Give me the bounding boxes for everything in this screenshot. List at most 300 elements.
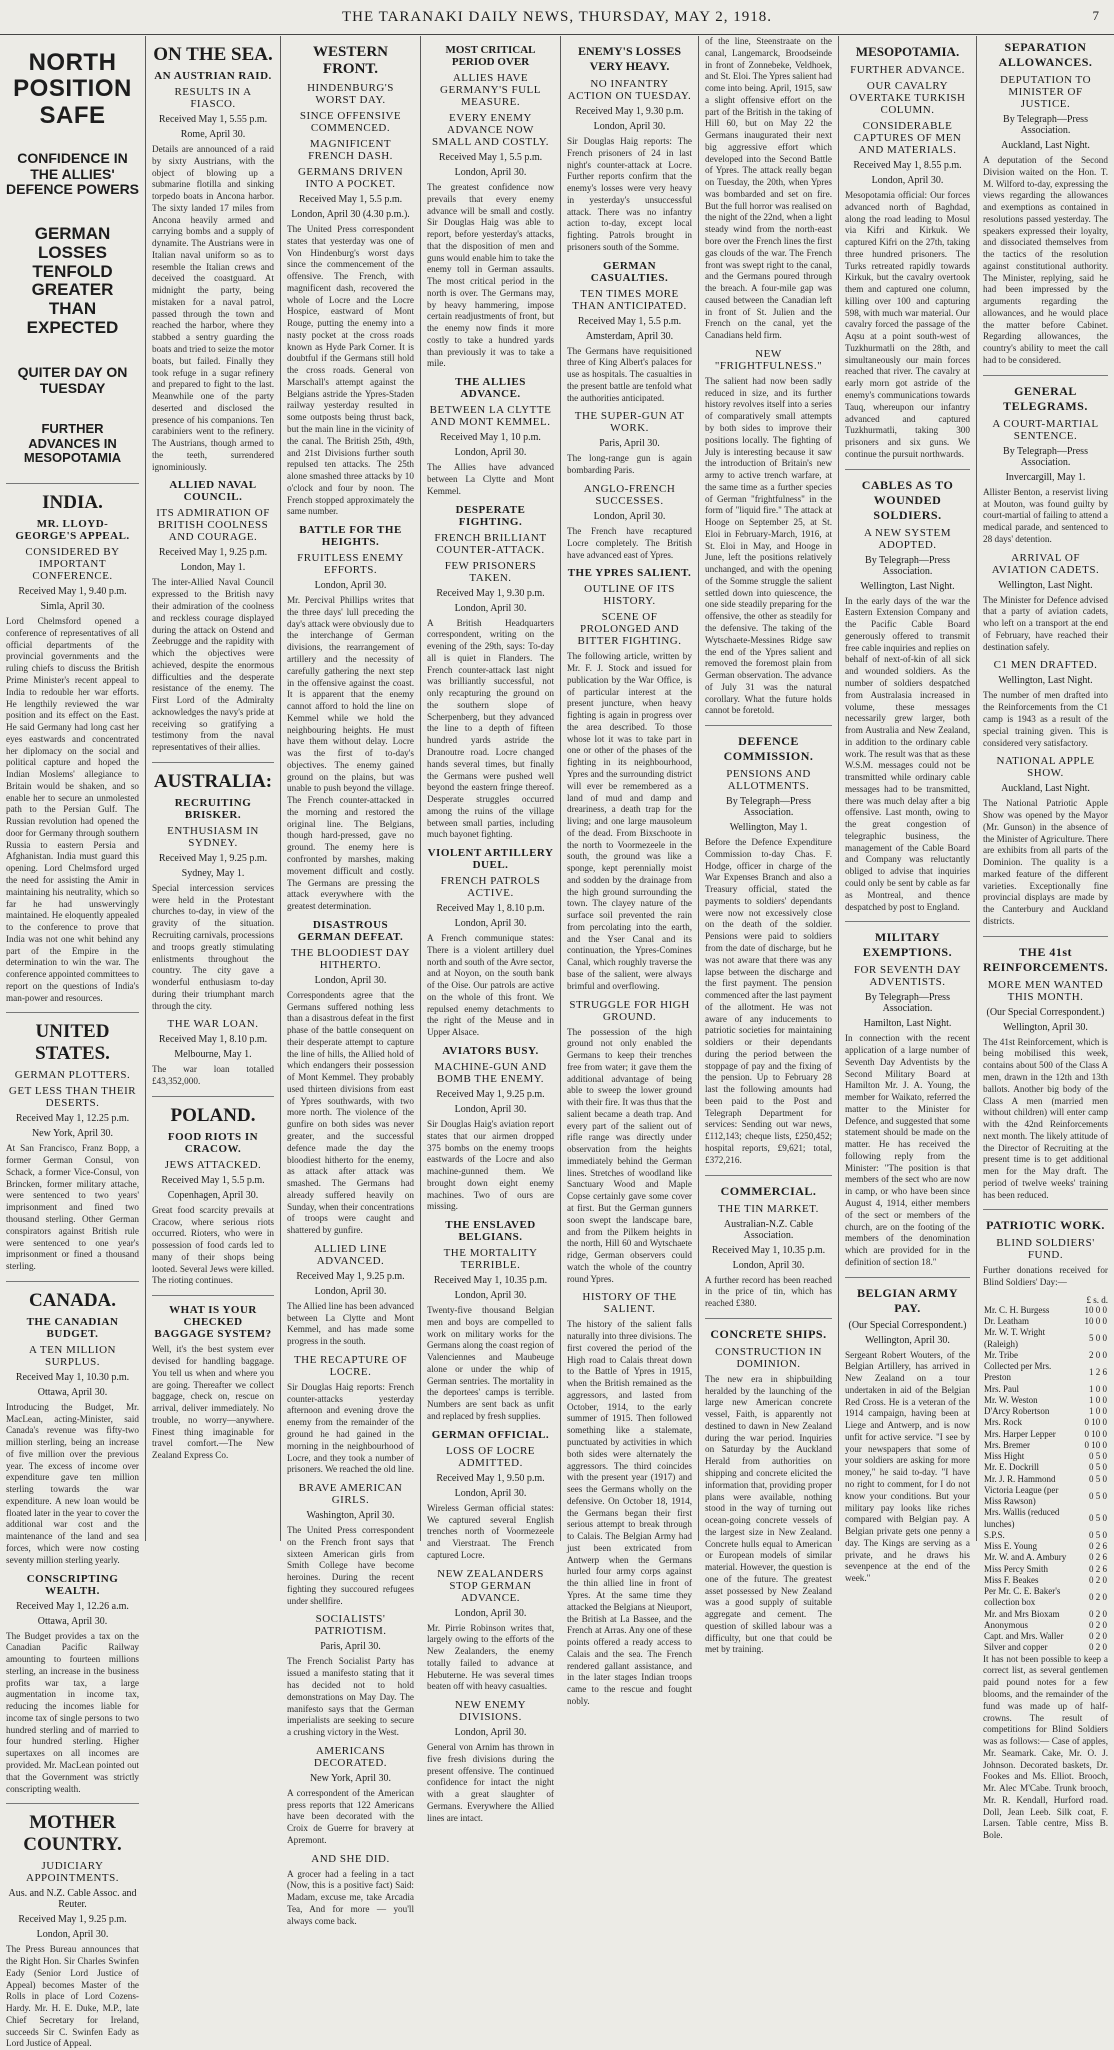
- donation-amount: 1 0 0: [1089, 1394, 1107, 1405]
- dateline: London, April 30.: [314, 580, 387, 592]
- subhead: ITS ADMIRATION OF BRITISH COOLNESS AND COURAGE.: [156, 507, 270, 544]
- subhead: DESPERATE FIGHTING.: [455, 503, 526, 528]
- column-4: [420, 36, 560, 1823]
- donation-row: [983, 1451, 1108, 1462]
- subhead: SINCE OFFENSIVE COMMENCED.: [299, 110, 402, 134]
- article-body: Sergeant Robert Wouters, of the Belgian Artillery, has arrived in New Zealand on a tour undertaken in aid of the Belgian Red Cross. He is a veteran of the 1914 campaign, having been at Liege and Antwerp, and is now unfit for active service. "I see by your newspapers that some of your soldiers are asking for more money," he said to-day. "I have no right to comment, for I do not know your conditions. But your military pay looks like riches compared with Belgian pay. A Belgian private gets one penny a day. The Kings are serving as a private, and he draws his sevenpence at the end of the week.": [845, 1349, 970, 1584]
- section-title-canada: CANADA.: [28, 1289, 117, 1311]
- donation-amount: 0 2 6: [1089, 1541, 1107, 1552]
- agency-line: (Our Special Correspondent.): [848, 1319, 967, 1331]
- divider: [705, 725, 832, 726]
- column-5: [560, 36, 698, 1706]
- subhead: A TEN MILLION SURPLUS.: [29, 1343, 116, 1368]
- donation-amount: 2 0 0: [1089, 1349, 1107, 1360]
- subhead: OUTLINE OF ITS HISTORY.: [584, 583, 675, 608]
- subhead: THE TIN MARKET.: [718, 1202, 819, 1215]
- donation-row: [983, 1631, 1108, 1642]
- received-line: Received May 1, 9.30 p.m.: [436, 587, 545, 599]
- subhead: PENSIONS AND ALLOTMENTS.: [726, 768, 811, 793]
- dateline: Copenhagen, April 30.: [167, 1189, 259, 1201]
- article-body: The Press Bureau announces that the Right Hon. Sir Charles Swinfen Eady (Senior Lord Justice of Appeal) becomes Master of the Rolls in place of Lord Cozens-Hardy. Mr. H. E. Duke, M.P., late Chief Secretary for Ireland, succeeds Sir C. Swinfen Eady as Lord Justice of Appeal.: [6, 1944, 139, 2049]
- subhead: ALLIED NAVAL COUNCIL.: [169, 479, 257, 504]
- donation-row: [983, 1575, 1108, 1586]
- article-body: The following article, written by Mr. F. J. Stock and issued for publication by the War Office, is of particular interest at the present juncture, when heavy fighting is again in progress over the area described. To those whose lot it was to take part in one or other of the phases of the fighting in its neighbourhood, Ypres and the surrounding district will ever be remembered as a land of mud and damp and dreariness, a death trap for the living; and one large mausoleum of the dead. From Bixschoote in the north to Voormezeele in the south, the ground was like a sponge, kept perennially moist and sodden by the drainage from the high ground surrounding the town. The clayey nature of the surface soil prevented the rain from percolating into the earth, and the Yser Canal and its continuation, the Ypres-Comines Canal, which roughly traverse the base of the salient, were always brimful and overflowing.: [567, 651, 692, 991]
- article-body: The war loan totalled £43,352,000.: [152, 1064, 274, 1087]
- donation-amount: 0 5 0: [1089, 1451, 1107, 1462]
- article-body: of the line, Steenstraate on the canal, Langemarck, Broodseinde in front of Zonnebeke, Veldhoek, and St. Eloi. The Ypres salient had come into being. April, 1915, saw a slight offensive effort on the part of the British in the taking of Hill 60, but on May 22 the Germans inaugurated their next big aggressive effort which developed into the Second Battle of Ypres. The attack really began on Tuesday, the 20th, when Ypres was bombarded and set on fire. But the full horror was realised on the night of the 22nd, when a light steady wind from the north-east bore over the French lines the first gas clouds of the war. The French front was swept right to the canal, and the Germans poured through the breach. A four-mile gap was caused between the Canadian left in front of St. Julien and the French on the canal, yet the Canadians held firm.: [705, 36, 832, 341]
- donation-row: [983, 1541, 1108, 1552]
- received-line: Received May 1, 8.10 p.m.: [436, 903, 545, 915]
- dateline: London, April 30.: [593, 511, 666, 523]
- subhead: ALLIED LINE ADVANCED.: [313, 1242, 387, 1267]
- donation-row: [983, 1440, 1108, 1451]
- section-title-mother-country: MOTHER COUNTRY.: [23, 1812, 122, 1856]
- subhead: MAGNIFICENT FRENCH DASH.: [308, 138, 393, 162]
- agency-line: Australian-N.Z. Cable Association.: [723, 1218, 814, 1241]
- divider: [705, 1175, 832, 1176]
- section-title-41st-reinforcements: THE 41st REINFORCEMENTS.: [983, 944, 1109, 974]
- article-body: The French Socialist Party has issued a manifesto stating that it has decided not to hold demonstrations on May Day. The manifesto says that the German imperialists are seeking to secure a crushing victory in the West.: [287, 1656, 414, 1738]
- subhead: AND SHE DID.: [311, 1852, 390, 1865]
- donation-row: [983, 1586, 1108, 1609]
- subhead: A COURT-MARTIAL SENTENCE.: [992, 417, 1099, 442]
- donation-row: [983, 1361, 1108, 1384]
- dateline: Auckland, Last Night.: [1001, 140, 1090, 151]
- subhead: GERMAN OFFICIAL.: [431, 1428, 550, 1441]
- article-body: Sir Douglas Haig's aviation report states that our airmen dropped 375 bombs on the enemy troops eastwards of the Locre and also machine-gunned them. We brought down eight enemy machines. Two of ours are missing.: [427, 1118, 554, 1212]
- article-body: At San Francisco, Franz Bopp, a former German Consul, von Schack, a former Vice-Consul, von Brincken, former military attache, were sentenced to two years' imprisonment and fined two thousand sterling. Other German conspirators against British rule were sentenced to one year's imprisonment or fined a thousand sterling.: [6, 1143, 139, 1272]
- received-line: Received May 1, 9.30 p.m.: [575, 106, 684, 117]
- donation-amount: 0 2 6: [1089, 1563, 1107, 1574]
- received-line: Received May 1, 9.25 p.m.: [158, 547, 268, 559]
- subhead: VIOLENT ARTILLERY DUEL.: [427, 847, 554, 872]
- masthead: [0, 0, 1114, 35]
- subhead: ENTHUSIASM IN SYDNEY.: [167, 824, 259, 849]
- section-title-defence-commission: DEFENCE COMMISSION.: [723, 734, 814, 764]
- received-line: Received May 1, 12.26 a.m.: [16, 1600, 129, 1612]
- subhead: CONSTRUCTION IN DOMINION.: [715, 1345, 822, 1370]
- donor-name: Mr. and Mrs Bioxam: [984, 1608, 1060, 1619]
- section-title-mesopotamia: MESOPOTAMIA.: [855, 44, 960, 59]
- article-body: The long-range gun is again bombarding Paris.: [567, 453, 692, 476]
- donation-row: [983, 1552, 1108, 1563]
- article-body: Mesopotamia official: Our forces advanced north of Baghdad, along the road leading to Mosul via Kifri and Kirkuk. We captured Kifri on the 27th, taking three hundred prisoners. The Turks retreated rapidly towards Kirkuk, but the cavalry overtook them and captured one column, killing over 100 and capturing 598, with much war material. Our cavalry forced the passage of the Aqsu at a point south-west of Tuzkhurmatli on the 28th, and simultaneously our main forces reached that river. The cavalry at early morn got astride of the enemy's communications towards Tauq, whereupon our infantry advanced and captured Tuzkhurmatli, taking 300 prisoners and six guns. We continue the pursuit northwards.: [845, 190, 970, 459]
- donation-row: [983, 1395, 1108, 1406]
- subhead: CONSIDERED BY IMPORTANT CONFERENCE.: [25, 546, 120, 583]
- article-body: A grocer had a feeling in a tact (Now, this is a positive fact) Said: Madam, excuse me, take Arcadia Tea, And for more — you'll always come back.: [287, 1868, 414, 1926]
- subhead: GET LESS THAN THEIR DESERTS.: [8, 1085, 137, 1110]
- donation-row: [983, 1384, 1108, 1395]
- divider: [6, 1281, 139, 1282]
- masthead-title: THE TARANAKI DAILY NEWS, THURSDAY, MAY 2, 1918.: [341, 8, 772, 25]
- received-line: Received May 1, 5.5 p.m.: [161, 1174, 265, 1186]
- divider: [845, 921, 970, 922]
- received-line: Received May 1, 5.5 p.m.: [298, 194, 403, 205]
- dateline: Wellington, Last Night.: [998, 579, 1093, 591]
- donation-row: [983, 1530, 1108, 1541]
- dateline: London, April 30.: [454, 602, 527, 614]
- donor-name: Mr. E. Dockrill: [984, 1462, 1039, 1473]
- column-8: [976, 36, 1114, 1841]
- advertisement-title: WHAT IS YOUR CHECKED BAGGAGE SYSTEM?: [154, 1304, 272, 1341]
- donation-amount: 1 0 0: [1089, 1406, 1107, 1417]
- donor-name: Silver and copper: [984, 1642, 1048, 1653]
- article-body: General von Arnim has thrown in five fresh divisions during the present offensive. The continued confidence for intact the night with a great slaughter of Germans. Everywhere the Allied lines are intact.: [427, 1742, 554, 1823]
- article-body: Correspondents agree that the Germans suffered nothing less than a disastrous defeat in the first phase of the battle consequent on their desperate attempt to capture the line of hills, the Allied hold of which endangers their possession of Mont Kemmel. They probably used thirteen divisions from east of Ypres southwards, with two more north. The violence of the gunfire on both sides was never greater, and the successful defence made the day the bloodiest hitherto for the enemy, as attack after attack was smashed. The Germans had already suffered heavily on Sunday, when their concentrations of troops were caught and shattered by gunfire.: [287, 989, 414, 1236]
- received-line: Received May 1, 8.55 p.m.: [853, 160, 962, 171]
- subhead: FRENCH BRILLIANT COUNTER-ATTACK.: [434, 531, 547, 556]
- donor-name: Mr. W. Weston: [984, 1394, 1038, 1405]
- fund-column-header: £ s. d.: [1086, 1294, 1108, 1305]
- article-body: The inter-Allied Naval Council expressed to the British navy their admiration of the coolness and reckless courage displayed during the attack on Ostend and Zeebrugge and the rapidity with which the objectives were achieved, despite the enormous difficulties and the desperate resistance of the enemy. The First Lord of the Admiralty acknowledges the navy's pride at receiving so gratifying a testimony from the naval representatives of their allies.: [152, 577, 274, 753]
- divider: [152, 1096, 274, 1097]
- article-body: The French have recaptured Locre completely. The British have advanced east of Ypres.: [567, 526, 692, 560]
- dateline: New York, April 30.: [309, 1772, 392, 1784]
- donor-name: Collected per Mrs. Preston: [984, 1361, 1052, 1383]
- subhead: ANGLO-FRENCH SUCCESSES.: [583, 483, 676, 508]
- donor-name: Mrs. Harper Lepper: [984, 1428, 1056, 1439]
- section-title-patriotic-work: PATRIOTIC WORK.: [986, 1218, 1105, 1233]
- subhead: THE BLOODIEST DAY HITHERTO.: [290, 946, 411, 971]
- dateline: Hamilton, Last Night.: [863, 1018, 952, 1030]
- dateline: Paris, April 30.: [599, 438, 660, 450]
- subhead: MORE MEN WANTED THIS MONTH.: [987, 978, 1104, 1003]
- headline-german-losses: GERMAN LOSSES TENFOLD GREATER THAN EXPECTED: [26, 224, 119, 337]
- subhead: CONSCRIPTING WEALTH.: [26, 1572, 119, 1597]
- received-line: Received May 1, 10 p.m.: [440, 432, 541, 444]
- article-body: Mr. Percival Phillips writes that the three days' lull preceding the day's attack were obviously due to the interchange of German divisions, the rearrangement of artillery and the necessity of carefully gathering the next step in the offensive against the coast. It is apparent that the enemy cannot afford to hold the line on Kemmel while we hold the neighbouring heights. He must have them without delay. Locre was the first of to-day's objectives. The enemy gained ground on the plains, but was unable to push beyond the village. The French counter-attacked in the morning and restored the original line. The Belgians, though hard-pressed, gave no ground. The enemy here is confronted by marshes, making movement difficult and costly. The Germans are pressing the attack everywhere with the greatest determination.: [287, 595, 414, 912]
- subhead: GERMANS DRIVEN INTO A POCKET.: [297, 166, 404, 190]
- article-body: The United Press correspondent states that yesterday was one of Von Hindenburg's worst days since the commencement of the offensive. The French, with magnificent dash, recovered the whole of Locre and the Locre Hospice, eastward of Mont Rouge, putting the enemy into a nasty pocket at the cross roads known as Hyde Park Corner. It is doubtful if the Germans still hold the cross roads. General von Marschall's attempt against the Belgians astride the Ypres-Staden railway yesterday resulted in some outposts being thrust back, but the main line in the vicinity of the canal. The British 25th, 49th, and 21st Divisions further south repulsed ten attacks. The 25th alone smashed three attacks by 10 o'clock and four by noon. The French stopped approximately the same number.: [287, 224, 414, 517]
- agency-line: By Telegraph—Press Association.: [865, 992, 950, 1015]
- headline-mesopotamia: FURTHER ADVANCES IN MESOPOTAMIA: [23, 421, 122, 465]
- article-body: Great food scarcity prevails at Cracow, where serious riots occurred. Rioters, who were in possession of food cards led to many of their shops being looted. Several Jews were killed. The rioting continues.: [152, 1204, 274, 1286]
- donation-amount: 0 10 0: [1084, 1428, 1107, 1439]
- column-3: [280, 36, 420, 1926]
- article-body: A deputation of the Second Division waited on the Hon. T. M. Wilford to-day, expressing the views regarding the allowances and exemptions as contained in resolutions passed yesterday. The speakers expressed their loyalty, and dissociated themselves from the tactics of the resolution against constitutional authority. The Minister, replying, said he had been impressed by the arguments regarding the allowances, and he would place the matter before Cabinet. Regarding allowances, the country's ability to meet the call had to be considered.: [983, 155, 1108, 366]
- article-body: Before the Defence Expenditure Commission to-day Chas. F. Hodge, officer in charge of the War Expenses Branch and also a Treasury official, stated the payments to soldiers' dependants were now not excessively close on the death of the soldier. Pensions were paid to soldiers from the date of discharge, but he was not aware that there was any lapse between the discharge and the first payment. The pension commenced after the last payment of the allotment. He was not aware of any inducements to patriotic societies for maintaining soldiers or their dependants during the period between the stoppage of pay and the fixing of the pension. Up to February 28 last the following amounts had been paid to the Post and Telegraph Department for services: Sending out war news, £112,143; cheque lists, £250,452; hospital reports, £9,621; total, £372,216.: [705, 837, 832, 1165]
- dateline: London, April 30.: [314, 974, 387, 986]
- subhead: GERMAN PLOTTERS.: [14, 1069, 131, 1082]
- received-line: Received May 1, 9.25 p.m.: [18, 1914, 127, 1926]
- subhead: FOOD RIOTS IN CRACOW.: [167, 1130, 259, 1155]
- subhead: SCENE OF PROLONGED AND BITTER FIGHTING.: [577, 611, 682, 648]
- article-body: A British Headquarters correspondent, writing on the evening of the 29th, says: To-day all is quiet in Flanders. The French counter-attack last night was brilliantly successful, not only recapturing the ground on the southern slope of Scherpenberg, but they advanced the line to a depth of fifteen hundred yards astride the Dranoutre road. Locre changed hands several times, but finally the Germans were pushed well beyond the eastern fringe thereof. Desperate struggles occurred among the ruins of the village between small parties, including much bayonet fighting.: [427, 617, 554, 840]
- donor-name: Mr. J. R. Hammond: [984, 1473, 1056, 1484]
- donor-name: Capt. and Mrs. Waller: [984, 1631, 1064, 1642]
- article-body: The history of the salient falls naturally into three divisions. The first covered the period of the High road to Calais threat down to the Battle of Ypres in 1915, when the British remained as the aggressors, and lasted from October, 1914, to the early summer of 1915. Then followed something like a stalemate, punctuated by activities in which both sides were alternately the aggressors. The third coincides with the present year (1917) and sees the Germans wholly on the defensive. On October 18, 1914, the Germans began their first serious attempt to break through to Calais. The Belgian Army had just been extricated from Antwerp when the Germans hurled four army corps against the thin allied line in front of Ypres. At the same time they attacked the Belgians at Nieuport, the British at La Bassee, and the French at Arras. Any one of these points offered a ready access to Calais and the sea. The French rendered gallant assistance, and in the later stages Indian troops came to the rescue and fought nobly.: [567, 1319, 692, 1706]
- article-body: Sir Douglas Haig reports: French counter-attacks yesterday afternoon and evening drove the enemy from the remainder of the ground he had gained in the morning in the neighbourhood of Locre, and they took a number of prisoners. We reached the old line.: [287, 1381, 414, 1475]
- donations-table: [983, 1305, 1108, 1654]
- subhead: NEW "FRIGHTFULNESS.": [714, 347, 823, 372]
- article-body: Mr. Pirrie Robinson writes that, largely owing to the efforts of the New Zealanders, the enemy totally failed to advance at Hebuterne. He was several times beaten off with heavy casualties.: [427, 1622, 554, 1692]
- subhead: DISASTROUS GERMAN DEFEAT.: [297, 918, 404, 943]
- subhead: NO INFANTRY ACTION ON TUESDAY.: [567, 78, 692, 102]
- donor-name: Miss Hight: [984, 1451, 1025, 1462]
- received-line: Received May 1, 9.25 p.m.: [296, 1270, 405, 1282]
- donation-amount: 1 0 0: [1089, 1383, 1107, 1394]
- received-line: Received May 1, 5.55 p.m.: [158, 114, 268, 125]
- article-body: A correspondent of the American press reports that 122 Americans have been decorated with the Croix de Guerre for bravery at Apremont.: [287, 1787, 414, 1845]
- subhead: RECRUITING BRISKER.: [174, 796, 252, 821]
- subhead: AN AUSTRIAN RAID.: [154, 70, 272, 82]
- received-line: Received May 1, 5.5 p.m.: [438, 152, 543, 163]
- dateline: Washington, April 30.: [306, 1510, 395, 1522]
- donor-name: Per Mr. C. E. Baker's collection box: [984, 1586, 1061, 1608]
- subhead: EVERY ENEMY ADVANCE NOW SMALL AND COSTLY.: [431, 112, 550, 148]
- subhead: SOCIALISTS' PATRIOTISM.: [314, 1613, 387, 1638]
- article-body: The National Patriotic Apple Show was opened by the Mayor (Mr. Gunson) in the absence of the Minister of Agriculture. There are exhibits from all parts of the Dominion. The quality is a marked feature of the different varieties. Exceptionally fine provincial displays are made by the Canterbury and Auckland districts.: [983, 798, 1108, 926]
- subhead: RESULTS IN A FIASCO.: [174, 86, 252, 110]
- subhead: FURTHER ADVANCE.: [850, 64, 965, 76]
- agency-line: By Telegraph—Press Association.: [1003, 445, 1088, 468]
- page-number: 7: [1092, 8, 1100, 23]
- donation-amount: 0 5 0: [1089, 1473, 1107, 1484]
- dateline: London, April 30.: [36, 1929, 109, 1941]
- subhead: THE MORTALITY TERRIBLE.: [443, 1247, 538, 1272]
- dateline: Invercargill, May 1.: [1005, 471, 1086, 483]
- donation-amount: 0 2 6: [1089, 1552, 1107, 1563]
- received-line: Received May 1, 10.35 p.m.: [711, 1244, 826, 1256]
- donation-row: [983, 1305, 1108, 1316]
- subhead: STRUGGLE FOR HIGH GROUND.: [569, 998, 690, 1023]
- article-body: The Allies have advanced between La Clytte and Mont Kemmel.: [427, 462, 554, 496]
- dateline: Melbourne, May 1.: [174, 1049, 252, 1061]
- dateline: London, April 30 (4.30 p.m.).: [291, 209, 410, 220]
- section-title-commercial: COMMERCIAL.: [720, 1183, 817, 1198]
- donation-amount: 10 0 0: [1084, 1304, 1107, 1315]
- donor-name: Anonymous: [984, 1619, 1029, 1630]
- dateline: Wellington, April 30.: [865, 1334, 950, 1346]
- dateline: Wellington, Last Night.: [998, 675, 1093, 687]
- donor-name: Miss Percy Smith: [984, 1563, 1049, 1574]
- received-line: Received May 1, 10.35 p.m.: [433, 1275, 548, 1287]
- agency-line: (Our Special Correspondent.): [986, 1006, 1105, 1018]
- subhead: DEPUTATION TO MINISTER OF JUSTICE.: [999, 74, 1092, 110]
- dateline: Paris, April 30.: [320, 1641, 381, 1653]
- article-body: The salient had now been sadly reduced in size, and its further history revolves itself into a series of comparatively small attempts by both sides to improve their positions locally. The fighting of July is interesting because it saw the introduction of Britain's new army to active trench warfare, at the same time as a further species of German "frightfulness" in the form of "liquid fire." The attack at Hooge on September 25, at St. Eloi in February-March, 1916, at St. Eloi in May, and Hooge in June, left the positions relatively unchanged, and with the opening of the Somme struggle the salient settled down into quiescence, the one side steadily preparing for the offensive, the other as steadily for the defensive. The taking of the Wytschaete-Messines Ridge saw the end of the Ypres salient and removed the foremost plain from German observation. The advance of July 31 was the natural corollary. What the future holds cannot be foretold.: [705, 375, 832, 716]
- subhead: HISTORY OF THE SALIENT.: [582, 1291, 677, 1316]
- donation-amount: 0 5 0: [1089, 1462, 1107, 1473]
- subhead: THE ENSLAVED BELGIANS.: [445, 1219, 536, 1244]
- dateline: New York, April 30.: [31, 1128, 114, 1140]
- dateline: London, April 30.: [454, 1727, 527, 1739]
- received-line: Received May 1, 12.25 p.m.: [15, 1113, 130, 1125]
- donor-name: Mrs. Paul: [984, 1383, 1020, 1394]
- subhead: THE SUPER-GUN AT WORK.: [574, 410, 685, 435]
- dateline: London, April 30.: [732, 1259, 805, 1271]
- dateline: Ottawa, April 30.: [37, 1615, 108, 1627]
- subhead: CONSIDERABLE CAPTURES OF MEN AND MATERIALS.: [853, 120, 962, 156]
- subhead: NATIONAL APPLE SHOW.: [996, 755, 1095, 780]
- divider: [6, 483, 139, 484]
- subhead: TEN TIMES MORE THAN ANTICIPATED.: [572, 287, 687, 312]
- divider: [6, 1803, 139, 1804]
- donor-name: Mrs. Wallis (reduced lunches): [984, 1507, 1060, 1529]
- donation-row: [983, 1406, 1108, 1417]
- subhead: C1 MEN DRAFTED.: [993, 659, 1098, 672]
- dateline: London, April 30.: [314, 1285, 387, 1297]
- dateline: London, April 30.: [871, 175, 944, 186]
- headline-quiter-day: QUITER DAY ON TUESDAY: [17, 364, 128, 396]
- donor-name: Mrs. Rock: [984, 1417, 1022, 1428]
- subhead: ARRIVAL OF AVIATION CADETS.: [991, 551, 1100, 576]
- subhead: OUR CAVALRY OVERTAKE TURKISH COLUMN.: [849, 80, 966, 116]
- donor-name: S.P.S.: [984, 1529, 1005, 1540]
- column-2: [145, 36, 280, 1541]
- donor-name: Mr. W. T. Wright (Raleigh): [984, 1327, 1046, 1349]
- donation-row: [983, 1429, 1108, 1440]
- donation-amount: 0 5 0: [1089, 1490, 1107, 1501]
- dateline: Amsterdam, April 30.: [585, 330, 674, 342]
- divider: [705, 1318, 832, 1319]
- subhead: THE CANADIAN BUDGET.: [26, 1315, 119, 1340]
- article-body: The Allied line has been advanced between La Clytte and Mont Kemmel, and has made some progress in the south.: [287, 1300, 414, 1347]
- divider: [6, 1012, 139, 1013]
- dateline: Wellington, May 1.: [729, 822, 808, 834]
- divider: [845, 1277, 970, 1278]
- article-body: The Budget provides a tax on the Canadian Pacific Railway amounting to fourteen millions sterling, an increase in the business profits war tax, a large augmentation in income tax, reducing the incomes liable for income tax of single persons to two hundred sterling and of married to four hundred sterling. Higher supertaxes on all incomes are provided. Mr. MacLean pointed out that the Government was strictly conscripting wealth.: [6, 1630, 139, 1794]
- section-title-poland: POLAND.: [170, 1104, 256, 1126]
- subhead: THE WAR LOAN.: [167, 1018, 259, 1031]
- subhead: NEW ZEALANDERS STOP GERMAN ADVANCE.: [437, 1567, 544, 1604]
- donation-amount: 0 5 0: [1089, 1513, 1107, 1524]
- dateline: London, April 30.: [454, 1487, 527, 1499]
- received-line: Received May 1, 9.25 p.m.: [158, 852, 268, 864]
- donation-row: [983, 1620, 1108, 1631]
- donation-row: [983, 1507, 1108, 1530]
- donor-name: Victoria League (per Miss Rawson): [984, 1484, 1059, 1507]
- donation-row: [983, 1474, 1108, 1485]
- subhead: THE YPRES SALIENT.: [567, 567, 692, 580]
- donation-row: [983, 1316, 1108, 1327]
- received-line: Received May 1, 9.40 p.m.: [18, 586, 127, 598]
- divider: [983, 936, 1108, 937]
- article-body: The Minister for Defence advised that a party of aviation cadets, who left on a transport at the end of February, have reached their destination safely.: [983, 594, 1108, 652]
- headline-confidence: CONFIDENCE IN THE ALLIES' DEFENCE POWERS: [6, 150, 140, 197]
- section-title-australia: AUSTRALIA:: [153, 770, 273, 792]
- article-body: Details are announced of a raid by sixty Austrians, with the object of blowing up a submarine flotilla and sinking torpedo boats in Ancona harbor. The sixty landed 17 miles from Ancona heavily armed and carrying bombs and a supply of dynamite. The Austrians were in Italian naval uniform so as to resemble the Italian crews and deceived the coastguard. At midnight the party, being mistaken for a naval patrol, passed through the town and reached the harbor, where they stabbed a sentry guarding the boats and tried to seize the motor boats, but failed. Finally they took refuge in a sugar refinery and prepared to fight to the last. Meanwhile one of the party deserted and disclosed the presence of his companions. Ten carabiniers went to the refinery. The Austrians, though armed to the teeth, surrendered ignominiously.: [152, 144, 274, 472]
- donor-name: D'Arcy Robertson: [984, 1406, 1050, 1417]
- dateline: London, April 30.: [454, 1290, 527, 1302]
- article-body: Special intercession services were held in the Protestant churches to-day, in view of the gravity of the situation. Recruiting carnivals, processions and troops greatly stimulating enlistments throughout the country. The city gave a wonderful enthusiasm to-day during their triumphant march through the city.: [152, 882, 274, 1011]
- subhead: AMERICANS DECORATED.: [313, 1744, 388, 1769]
- column-7: [838, 36, 976, 1584]
- donation-amount: 0 2 0: [1089, 1642, 1107, 1653]
- donation-amount: 0 10 0: [1084, 1439, 1107, 1450]
- subhead: BRAVE AMERICAN GIRLS.: [298, 1482, 403, 1507]
- article-body: The 41st Reinforcement, which is being mobilised this week, contains about 500 of the Class A men, drawn in the 12th and 13th ballots. Another big body of the Class A men (married men without children) will enter camp with the 42nd Reinforcements next month. The likely attitude of the Director of Recruiting at the present time is to get additional men for the May draft. The period of twelve weeks' training has been reduced.: [983, 1036, 1108, 1200]
- section-title-western-front: WESTERN FRONT.: [312, 44, 389, 77]
- dateline: Ottawa, April 30.: [37, 1386, 108, 1398]
- divider: [152, 1295, 274, 1296]
- dateline: Wellington, Last Night.: [860, 580, 955, 592]
- subhead: FEW PRISONERS TAKEN.: [444, 559, 537, 584]
- received-line: Received May 1, 9.50 p.m.: [436, 1472, 545, 1484]
- dateline: London, April 30.: [454, 447, 527, 459]
- subhead: FOR SEVENTH DAY ADVENTISTS.: [853, 964, 962, 989]
- subhead: AVIATORS BUSY.: [442, 1044, 539, 1057]
- article-body: A French communique states: There is a violent artillery duel north and south of the Avre sector, and at Noyon, on the south bank of the Oise. Our patrols are active on the whole of this front. We repulsed enemy detachments to the right of the Meuse and in Upper Alsace.: [427, 933, 554, 1038]
- received-line: Received May 1, 5.5 p.m.: [577, 315, 682, 327]
- section-title-india: INDIA.: [42, 492, 103, 514]
- section-title-separation-allowances: SEPARATION ALLOWANCES.: [998, 40, 1093, 69]
- agency-line: By Telegraph—Press Association.: [1003, 114, 1088, 136]
- donation-row: [983, 1462, 1108, 1473]
- article-body: Twenty-five thousand Belgian men and boys are compelled to work on military works for the Germans along the coast region of Valenciennes and Maubeuge alone or under the whip of German sentries. The mortality in the deportees' camps is terrible. Numbers are sent back as unfit and replaced by fresh supplies.: [427, 1305, 554, 1421]
- donor-name: Dr. Leatham: [984, 1316, 1029, 1327]
- article-body: Allister Benton, a reservist living at Mouton, was found guilty by court-martial of failing to attend a medical parade, and sentenced to 28 days' detention.: [983, 486, 1108, 544]
- dateline: Wellington, April 30.: [1003, 1021, 1088, 1033]
- article-body: The new era in shipbuilding heralded by the launching of the large new American concrete vessel, Faith, is apparently not destined to dawn in New Zealand during the war period. Inquiries on Saturday by the Auckland Herald from authorities on shipping and concrete elicited the information that, providing proper plans were available, nothing stood in the way of turning out ocean-going concrete vessels of the largest size in New Zealand. Concrete hulls equal to American or European models of similar material. However, the question is one of the future. The greatest asset possessed by New Zealand was a good supply of suitable aggregate and cement. The question of skilled labour was a difficulty, but one that could be met by training.: [705, 1373, 832, 1655]
- subhead: MR. LLOYD-GEORGE'S APPEAL.: [15, 518, 130, 543]
- donation-row: [983, 1564, 1108, 1575]
- agency-line: Aus. and N.Z. Cable Assoc. and Reuter.: [8, 1888, 137, 1911]
- dateline: London, April 30.: [593, 121, 666, 132]
- donation-amount: 0 5 0: [1089, 1529, 1107, 1540]
- donation-row: [983, 1327, 1108, 1350]
- dateline: London, April 30.: [454, 1607, 527, 1619]
- donor-name: Mrs. Bremer: [984, 1439, 1030, 1450]
- article-body: A further record has been reached in the price of tin, which has reached £380.: [705, 1274, 832, 1309]
- subhead: THE RECAPTURE OF LOCRE.: [293, 1353, 408, 1378]
- section-title-on-the-sea: ON THE SEA.: [153, 44, 273, 65]
- donation-amount: 0 2 0: [1089, 1608, 1107, 1619]
- article-body: Introducing the Budget, Mr. MacLean, acting-Minister, said Canada's revenue was fifty-two million sterling, being an increase of five million over the previous year. The excess of income over expenditure gave ten million sterling towards the war expenditure. A new loan would be floated later in the year to cover the additional war cost and the maintenance of the land and sea forces, which were now costing seventy million sterling yearly.: [6, 1401, 139, 1565]
- section-title-critical-period: MOST CRITICAL PERIOD OVER: [445, 44, 536, 68]
- article-body: Sir Douglas Haig reports: The French prisoners of 24 in last night's counter-attack at Locre. Further reports confirm that the enemy's losses were very heavy in yesterday's unsuccessful attack. There was no infantry action to-day, except local fighting. Patrols brought in prisoners south of the Somme.: [567, 136, 692, 252]
- donation-amount: 1 2 6: [1089, 1366, 1107, 1377]
- subhead: HINDENBURG'S WORST DAY.: [307, 82, 394, 106]
- donor-name: Miss F. Beakes: [984, 1574, 1039, 1585]
- section-title-belgian-army-pay: BELGIAN ARMY PAY.: [856, 1285, 958, 1315]
- dateline: London, April 30.: [454, 1103, 527, 1115]
- section-title-military-exemptions: MILITARY EXEMPTIONS.: [862, 930, 953, 960]
- subhead: BETWEEN LA CLYTTE AND MONT KEMMEL.: [429, 404, 552, 429]
- subhead: ALLIES HAVE GERMANY'S FULL MEASURE.: [440, 72, 541, 108]
- section-title-concrete-ships: CONCRETE SHIPS.: [710, 1326, 827, 1341]
- column-6: [698, 36, 838, 1655]
- received-line: Received May 1, 9.25 p.m.: [436, 1088, 545, 1100]
- article-body: The Germans have requisitioned three of King Albert's palaces for use as hospitals. The casualties in the present battle are tenfold what the authorities anticipated.: [567, 345, 692, 403]
- dateline: Rome, April 30.: [180, 129, 246, 140]
- subhead: LOSS OF LOCRE ADMITTED.: [445, 1444, 536, 1469]
- divider: [152, 762, 274, 763]
- article-body: Wireless German official states: We captured several English trenches north of Voormezeele and Vierstraat. The French captured Locre.: [427, 1502, 554, 1560]
- article-body: It has not been possible to keep a correct list, as several gentlemen paid pound notes for a few blooms, and the remainder of the fund was made up of half-crowns. The result of competitions for Blind Soldiers was as follows:— Case of apples, Mr. Seamark. Cake, Mr. O. J. Johnson. Decorated baskets, Dr. Fookes and Ms. Elliot. Brooch, Mr. Alec M'Cabe. Trunk brooch, Mr. R. Kendall, Hurford road. Doll, Jean Leeb. Silk coat, F. Larsen. Table centre, Miss B. Bole.: [983, 1653, 1108, 1841]
- article-body: Lord Chelmsford opened a conference of representatives of all official departments of the provincial governments and the ruling chiefs to discuss the British Prime Minister's recent appeal to India to redouble her war efforts. He lengthily reviewed the war position and its effect on the East. He said Germany had long cast her eyes eastwards and concentrated her diplomacy on the social and political capture and hoped the Indian Moslems' allegiance to Britain would be shaken, and so enable her to secure an unmolested path to the Persian Gulf. The Russian revolution had opened the door for Germany through southern Russia to eastern Persia and Afghanistan. India must guard this opening. Lord Chelmsford urged the need for assisting the Amir in maintaining his neutrality, which so far he had unswervingly maintained. He eloquently appealed to the conference to prove that India was not one whit behind any part of the Empire in the determination to win the war. The conference appointed committees to report on the questions of India's man-power and resources.: [6, 616, 139, 1003]
- agency-line: By Telegraph—Press Association.: [726, 796, 811, 819]
- donor-name: Miss E. Young: [984, 1541, 1038, 1552]
- subhead: FRUITLESS ENEMY EFFORTS.: [297, 552, 404, 577]
- donor-name: Mr. W. and A. Ambury: [984, 1552, 1067, 1563]
- donation-row: [983, 1485, 1108, 1508]
- donation-amount: 0 10 0: [1084, 1417, 1107, 1428]
- subhead: MACHINE-GUN AND BOMB THE ENEMY.: [434, 1060, 547, 1085]
- donation-row: [983, 1417, 1108, 1428]
- subhead: BATTLE FOR THE HEIGHTS.: [299, 524, 402, 549]
- article-body: The number of men drafted into the Reinforcements from the C1 camp is 1943 as a result of the special training given. This is considered very satisfactory.: [983, 690, 1108, 748]
- subhead: BLIND SOLDIERS' FUND.: [996, 1237, 1095, 1262]
- donation-amount: 10 0 0: [1084, 1316, 1107, 1327]
- divider: [983, 1209, 1108, 1210]
- donation-row: [983, 1609, 1108, 1620]
- subhead: JEWS ATTACKED.: [164, 1158, 262, 1171]
- donor-name: Mr. Tribe: [984, 1349, 1019, 1360]
- donation-amount: 0 2 0: [1089, 1591, 1107, 1602]
- donation-amount: 0 2 0: [1089, 1574, 1107, 1585]
- article-body: The greatest confidence now prevails that every enemy advance will be small and costly. Sir Douglas Haig was able to report, before yesterday's attacks, that the disposition of men and guns would enable him to take the enemy toll in German assaults. The most critical period in the north is over. The Germans may, by heavy hammering, impose certain readjustments of front, but the enemy now finds it more costly to take a hundred yards than previously it was to take a mile.: [427, 182, 554, 369]
